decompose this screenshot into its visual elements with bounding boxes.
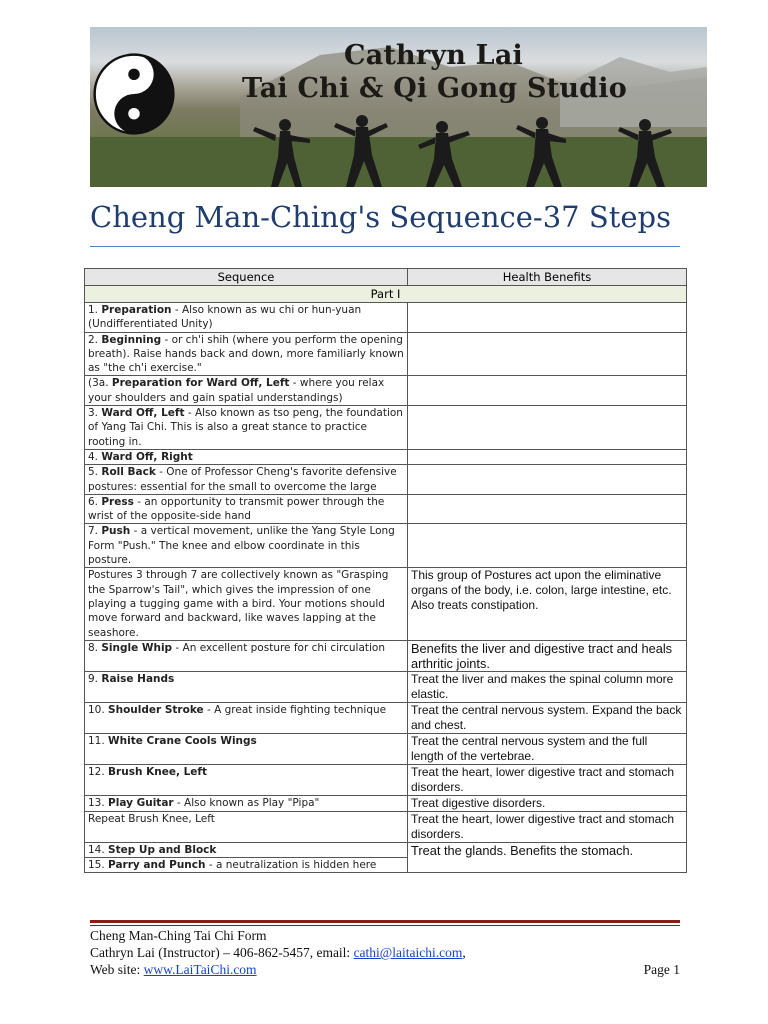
footer-rule [90, 920, 680, 923]
website-link[interactable]: www.LaiTaiChi.com [143, 962, 257, 977]
step-description: - where you relax your shoulders and gain spatial understandings) [88, 377, 385, 404]
benefit-cell [408, 449, 687, 464]
table-row [85, 406, 687, 450]
step-description: - One of Professor Cheng's favorite defensive postures: essential for the small to overcome the large [88, 466, 397, 493]
sequence-cell [85, 376, 408, 406]
sequence-cell [85, 671, 408, 702]
benefit-cell [408, 303, 687, 333]
table-row [85, 640, 687, 671]
part-row [85, 286, 687, 303]
step-number: 5. [88, 466, 102, 479]
step-description: - An excellent posture for chi circulation [172, 641, 385, 654]
banner-line-2: Tai Chi & Qi Gong Studio [242, 73, 627, 104]
benefit-cell: Treat the liver and makes the spinal column more elastic. [408, 671, 687, 702]
sequence-cell [85, 733, 408, 764]
sequence-cell [85, 842, 408, 857]
benefit-cell: Benefits the liver and digestive tract and heals arthritic joints. [408, 640, 687, 671]
footer-line-2 [90, 945, 466, 961]
step-number: 10. [88, 703, 109, 716]
step-name: Roll Back [101, 466, 156, 479]
step-name: Preparation [101, 304, 172, 316]
table-row [85, 671, 687, 702]
sequence-cell [85, 858, 408, 873]
table-row [85, 332, 687, 376]
benefit-cell: Treat the glands. Benefits the stomach. [408, 842, 687, 873]
sequence-cell [85, 568, 408, 640]
benefit-cell: Treat the central nervous system. Expand the back and chest. [408, 702, 687, 733]
yin-yang-icon [93, 53, 175, 135]
benefit-cell [408, 376, 687, 406]
benefit-cell: Treat the heart, lower digestive tract and stomach disorders. [408, 811, 687, 842]
benefit-cell: Treat digestive disorders. [408, 795, 687, 811]
step-number: 3. [88, 407, 102, 420]
table-row [85, 811, 687, 842]
step-number: 4. [88, 450, 102, 463]
step-number: 6. [88, 495, 102, 508]
studio-banner [90, 27, 707, 187]
benefit-cell [408, 406, 687, 450]
sequence-cell [85, 764, 408, 795]
step-description: - an opportunity to transmit power through the wrist of the opposite-side hand [88, 495, 385, 523]
step-name: Single Whip [101, 641, 173, 654]
step-description: - a neutralization is hidden here [205, 859, 377, 872]
sequence-cell [85, 465, 408, 495]
step-description: - Also known as wu chi or hun-yuan (Undifferentiated Unity) [88, 304, 362, 331]
step-name: Raise Hands [101, 672, 175, 685]
step-name: Brush Knee, Left [108, 765, 207, 778]
sequence-cell [85, 494, 408, 524]
step-number: (3a. [88, 377, 112, 390]
table-row [85, 842, 687, 857]
step-name: White Crane Cools Wings [108, 734, 257, 747]
step-name: Preparation for Ward Off, Left [111, 377, 290, 390]
step-description: - Also known as Play "Pipa" [173, 796, 320, 809]
header-sequence: Sequence [85, 269, 408, 286]
benefit-cell [408, 524, 687, 568]
step-number: 13. [88, 796, 109, 809]
sequence-cell [85, 332, 408, 376]
step-description: - A great inside fighting technique [203, 703, 387, 716]
title-rule [90, 246, 680, 247]
step-name: Press [101, 495, 134, 508]
step-number: 7. [88, 525, 102, 538]
sequence-cell [85, 524, 408, 568]
step-description: - Also known as tso peng, the foundation of Yang Tai Chi. This is also a great stance to practice rooting in. [88, 407, 403, 448]
step-number: 9. [88, 672, 102, 685]
table-header-row [85, 269, 687, 286]
sequence-cell [85, 303, 408, 333]
email-link[interactable]: cathi@laitaichi.com [353, 945, 463, 960]
step-name: Play Guitar [108, 796, 174, 809]
benefit-cell [408, 465, 687, 495]
footer-rule-thin [90, 925, 680, 926]
table-row [85, 795, 687, 811]
step-name: Step Up and Block [108, 843, 217, 856]
document-title: Cheng Man-Ching's Sequence-37 Steps [90, 200, 671, 234]
sequence-cell [85, 702, 408, 733]
step-name: Parry and Punch [108, 859, 206, 872]
part-label: Part I [85, 286, 687, 303]
benefit-cell: Treat the heart, lower digestive tract and stomach disorders. [408, 764, 687, 795]
step-name: Ward Off, Left [101, 407, 185, 420]
table-row [85, 764, 687, 795]
sequence-table [84, 268, 687, 873]
sequence-cell [85, 640, 408, 671]
table-row [85, 733, 687, 764]
table-row [85, 303, 687, 333]
table-row [85, 376, 687, 406]
step-name: Push [101, 525, 131, 538]
step-number: 15. [88, 859, 109, 872]
step-name: Shoulder Stroke [108, 703, 204, 716]
table-row [85, 568, 687, 640]
sequence-cell [85, 449, 408, 464]
table-row [85, 449, 687, 464]
step-number: 11. [88, 734, 109, 747]
step-name: Beginning [101, 333, 162, 346]
sequence-cell [85, 811, 408, 842]
step-number: 8. [88, 641, 102, 654]
step-description: - a vertical movement, unlike the Yang Style Long Form "Push." The knee and elbow coordinate in this posture. [88, 525, 395, 567]
step-name: Ward Off, Right [101, 450, 193, 463]
website-label: Web site: [90, 962, 144, 977]
benefit-cell: Treat the central nervous system and the full length of the vertebrae. [408, 733, 687, 764]
step-description: Postures 3 through 7 are collectively known as "Grasping the Sparrow's Tail", which gives the impression of one playing a tugging game with a bird. Your motions should move forward and backward, like waves lapping at the seashore. [88, 569, 389, 639]
header-health-benefits: Health Benefits [408, 269, 687, 286]
footer-line-1: Cheng Man-Ching Tai Chi Form [90, 928, 267, 943]
step-number: 2. [88, 333, 102, 346]
step-number: 14. [88, 843, 109, 856]
benefit-cell: This group of Postures act upon the eliminative organs of the body, i.e. colon, large intestine, etc. Also treats constipation. [408, 568, 687, 640]
table-row [85, 524, 687, 568]
page-number: Page 1 [643, 962, 680, 977]
table-row [85, 494, 687, 524]
footer-contact: Cathryn Lai (Instructor) – 406-862-5457, email: [90, 945, 354, 960]
benefit-cell [408, 332, 687, 376]
footer-comma: , [462, 945, 466, 960]
sequence-cell [85, 406, 408, 450]
benefit-cell [408, 494, 687, 524]
banner-line-1: Cathryn Lai [344, 40, 523, 71]
step-number: 12. [88, 765, 109, 778]
footer-line-3 [90, 962, 257, 978]
table-row [85, 465, 687, 495]
step-description: - or ch'i shih (where you perform the opening breath). Raise hands back and down, more familiarly known as "the ch'i exercise." [88, 333, 404, 375]
step-description: Repeat Brush Knee, Left [88, 812, 215, 825]
table-row [85, 702, 687, 733]
step-number: 1. [88, 304, 102, 316]
sequence-cell [85, 795, 408, 811]
